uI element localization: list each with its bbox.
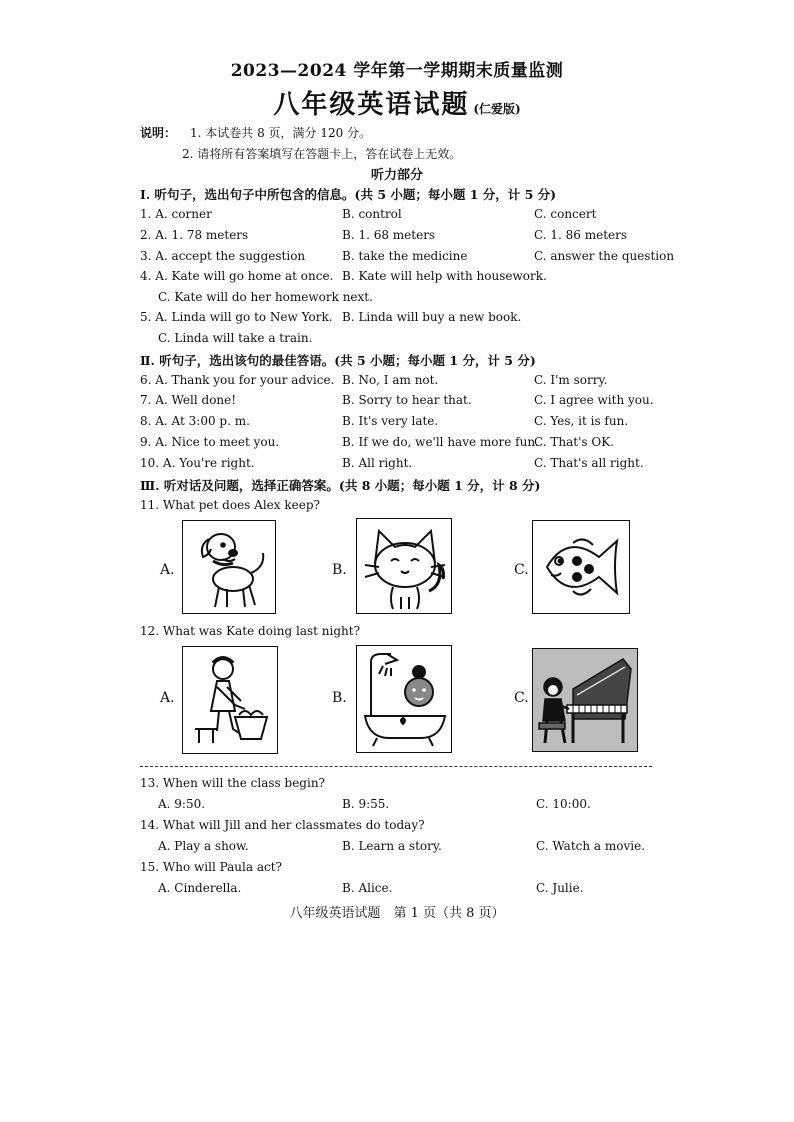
notes-label: 说明：: [140, 126, 177, 140]
notes-line-1: 1. 本试卷共 8 页，满分 120 分。: [190, 126, 372, 140]
q11-label-b: B.: [332, 562, 347, 578]
notes-line-2: 2. 请将所有答案填写在答题卡上，答在试卷上无效。: [182, 147, 462, 161]
question-8: [0, 414, 794, 432]
q7-option-b: B. Sorry to hear that.: [342, 393, 472, 407]
q5-option-c: C. Linda will take a train.: [158, 331, 313, 345]
q6-option-a: 6. A. Thank you for your advice.: [140, 373, 335, 387]
question-11: 11. What pet does Alex keep?: [140, 498, 320, 512]
question-13-options: [0, 797, 794, 815]
question-2: [0, 228, 794, 246]
cut-line-divider: [140, 766, 652, 767]
fish-picture: [532, 520, 630, 614]
playing-piano-picture: [532, 648, 638, 752]
q3-option-b: B. take the medicine: [342, 249, 468, 263]
q13-option-a: A. 9:50.: [158, 797, 206, 811]
q13-option-c: C. 10:00.: [536, 797, 591, 811]
q9-option-a: 9. A. Nice to meet you.: [140, 435, 280, 449]
question-15: 15. Who will Paula act?: [140, 860, 282, 874]
question-1: [0, 207, 794, 225]
q1-option-a: 1. A. corner: [140, 207, 212, 221]
q8-option-c: C. Yes, it is fun.: [534, 414, 629, 428]
question-14-options: [0, 839, 794, 857]
question-5-line-2: [0, 331, 794, 349]
q15-option-c: C. Julie.: [536, 881, 584, 895]
q12-label-b: B.: [332, 690, 347, 706]
question-12: 12. What was Kate doing last night?: [140, 624, 360, 638]
q1-option-b: B. control: [342, 207, 402, 221]
q6-option-b: B. No, I am not.: [342, 373, 439, 387]
question-13: 13. When will the class begin?: [140, 776, 325, 790]
q10-option-b: B. All right.: [342, 456, 413, 470]
question-4: [0, 269, 794, 287]
q4-option-a: 4. A. Kate will go home at once.: [140, 269, 334, 283]
question-7: [0, 393, 794, 411]
q11-label-a: A.: [160, 562, 175, 578]
q2-option-c: C. 1. 86 meters: [534, 228, 628, 242]
q5-option-b: B. Linda will buy a new book.: [342, 310, 522, 324]
dog-picture: [182, 520, 276, 614]
q14-option-a: A. Play a show.: [158, 839, 249, 853]
q7-option-a: 7. A. Well done!: [140, 393, 237, 407]
section-1-heading: Ⅰ. 听句子，选出句子中所包含的信息。(共 5 小题；每小题 1 分，计 5 分): [140, 187, 557, 202]
q10-option-a: 10. A. You're right.: [140, 456, 255, 470]
q2-option-b: B. 1. 68 meters: [342, 228, 436, 242]
q12-label-c: C.: [514, 690, 529, 706]
q2-option-a: 2. A. 1. 78 meters: [140, 228, 249, 242]
q1-option-c: C. concert: [534, 207, 597, 221]
page-footer: 八年级英语试题 第 1 页（共 8 页）: [289, 906, 505, 921]
question-5: [0, 310, 794, 328]
q15-option-b: B. Alice.: [342, 881, 393, 895]
q4-option-b: B. Kate will help with housework.: [342, 269, 547, 283]
q13-option-b: B. 9:55.: [342, 797, 390, 811]
question-6: [0, 373, 794, 391]
listening-section-title: 听力部分: [370, 168, 423, 183]
q9-option-b: B. If we do, we'll have more fun.: [342, 435, 539, 449]
q8-option-a: 8. A. At 3:00 p. m.: [140, 414, 250, 428]
exam-subject-title: [0, 84, 794, 121]
washing-clothes-picture: [182, 646, 278, 754]
q14-option-c: C. Watch a movie.: [536, 839, 646, 853]
section-2-heading: Ⅱ. 听句子，选出该句的最佳答语。(共 5 小题；每小题 1 分，计 5 分): [140, 353, 536, 368]
q7-option-c: C. I agree with you.: [534, 393, 654, 407]
q8-option-b: B. It's very late.: [342, 414, 439, 428]
q6-option-c: C. I'm sorry.: [534, 373, 608, 387]
cat-picture: [356, 518, 452, 614]
q12-label-a: A.: [160, 690, 175, 706]
edition-label: (仁爱版): [473, 102, 521, 116]
q3-option-c: C. answer the question: [534, 249, 675, 263]
q10-option-c: C. That's all right.: [534, 456, 644, 470]
q3-option-a: 3. A. accept the suggestion: [140, 249, 306, 263]
q15-option-a: A. Cinderella.: [158, 881, 242, 895]
question-10: [0, 456, 794, 474]
exam-term-title: 2023—2024 学年第一学期期末质量监测: [230, 61, 564, 81]
q5-option-a: 5. A. Linda will go to New York.: [140, 310, 333, 324]
question-3: [0, 249, 794, 267]
question-14: 14. What will Jill and her classmates do today?: [140, 818, 425, 832]
q9-option-c: C. That's OK.: [534, 435, 614, 449]
subject-title-text: 八年级英语试题: [273, 90, 470, 120]
section-3-heading: Ⅲ. 听对话及问题，选择正确答案。(共 8 小题；每小题 1 分，计 8 分): [140, 478, 541, 493]
q11-label-c: C.: [514, 562, 529, 578]
question-4-line-2: [0, 290, 794, 308]
q14-option-b: B. Learn a story.: [342, 839, 442, 853]
question-15-options: [0, 881, 794, 899]
q4-option-c: C. Kate will do her homework next.: [158, 290, 373, 304]
question-9: [0, 435, 794, 453]
bathing-picture: [356, 645, 452, 753]
